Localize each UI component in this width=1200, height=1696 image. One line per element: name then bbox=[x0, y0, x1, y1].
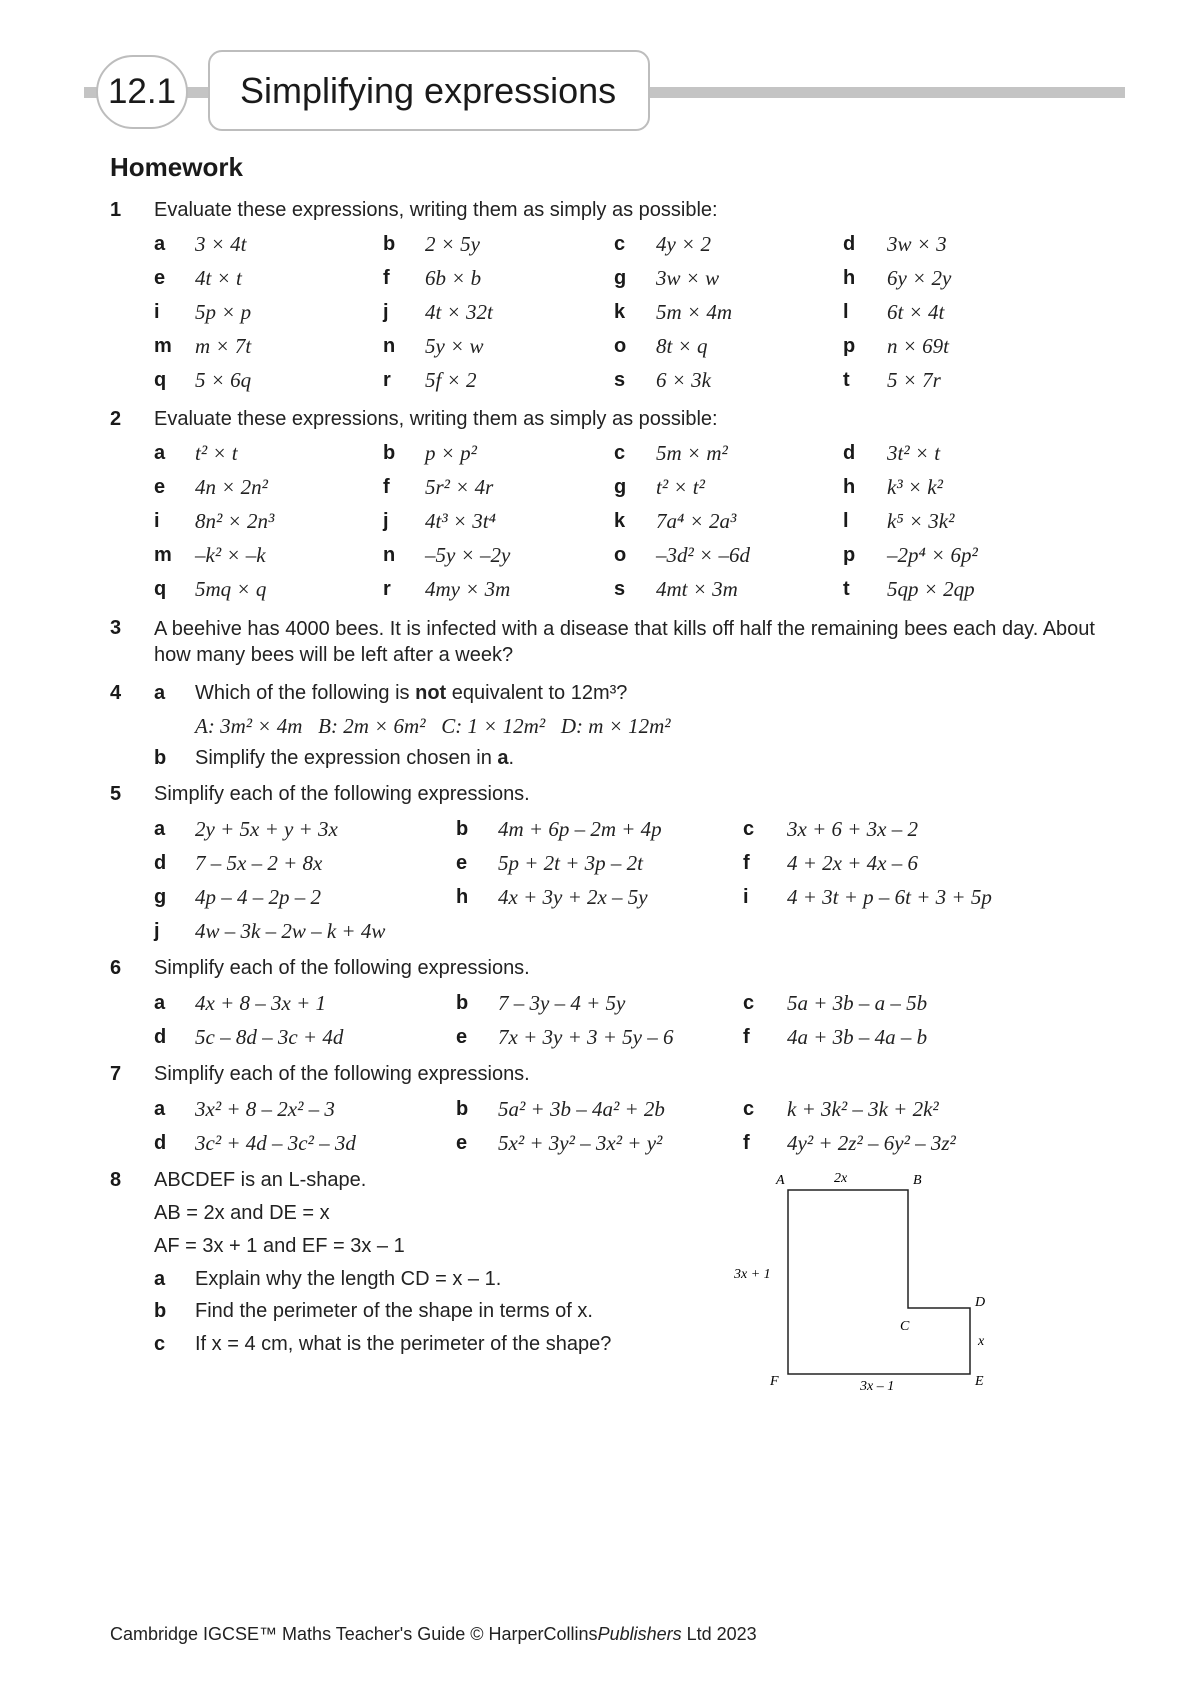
q2-label-k: k bbox=[614, 510, 626, 532]
q2-label-a: a bbox=[154, 442, 166, 464]
label-af: 3x + 1 bbox=[734, 1267, 771, 1282]
q4b-label: b bbox=[154, 747, 167, 769]
q6-expression-d: 5c – 8d – 3c + 4d bbox=[195, 1025, 344, 1049]
q6-expression-a: 4x + 8 – 3x + 1 bbox=[195, 991, 326, 1015]
q4a-post: equivalent to 12m³? bbox=[446, 682, 628, 704]
q2-label-d: d bbox=[843, 442, 856, 464]
q7-expression-d: 3c² + 4d – 3c² – 3d bbox=[195, 1131, 356, 1155]
q2-expression-j: 4t³ × 3t⁴ bbox=[425, 509, 496, 533]
q1-label-j: j bbox=[383, 301, 389, 323]
q1-label-s: s bbox=[614, 369, 626, 391]
footer-post: Ltd 2023 bbox=[681, 1624, 757, 1644]
q1-label-o: o bbox=[614, 335, 627, 357]
q2-expression-q: 5mq × q bbox=[195, 577, 267, 601]
q1-label-q: q bbox=[154, 369, 167, 391]
q2-expression-i: 8n² × 2n³ bbox=[195, 509, 275, 533]
q1-expression-q: 5 × 6q bbox=[195, 368, 252, 392]
q1-expression-h: 6y × 2y bbox=[887, 266, 952, 290]
q2-label-g: g bbox=[614, 476, 627, 498]
section-title: Simplifying expressions bbox=[240, 69, 617, 111]
q2-expression-g: t² × t² bbox=[656, 475, 705, 499]
q6-label-c: c bbox=[743, 992, 755, 1014]
q2-label-j: j bbox=[383, 510, 389, 532]
q1-label-e: e bbox=[154, 267, 166, 289]
q8b-label: b bbox=[154, 1300, 167, 1322]
q5-expression-g: 4p – 4 – 2p – 2 bbox=[195, 885, 321, 909]
q2-stem: Evaluate these expressions, writing them as simply as possible: bbox=[154, 408, 718, 430]
q1-expression-g: 3w × w bbox=[656, 266, 720, 290]
section-number-badge bbox=[96, 55, 188, 129]
label-ab: 2x bbox=[834, 1171, 848, 1186]
q5-expression-h: 4x + 3y + 2x – 5y bbox=[498, 885, 648, 909]
q7-expression-f: 4y² + 2z² – 6y² – 3z² bbox=[787, 1131, 956, 1155]
q7-number: 7 bbox=[110, 1063, 122, 1085]
section-number: 12.1 bbox=[107, 72, 177, 111]
q7-label-c: c bbox=[743, 1098, 755, 1120]
q5-label-f: f bbox=[743, 852, 750, 874]
q2-label-q: q bbox=[154, 578, 167, 600]
q1-stem: Evaluate these expressions, writing them as simply as possible: bbox=[154, 199, 718, 221]
q6-label-f: f bbox=[743, 1026, 750, 1048]
q5-label-c: c bbox=[743, 818, 755, 840]
q1-label-a: a bbox=[154, 233, 166, 255]
q1-expression-s: 6 × 3k bbox=[656, 368, 711, 392]
q8b-text: Find the perimeter of the shape in terms of x. bbox=[195, 1300, 593, 1322]
q1-label-k: k bbox=[614, 301, 626, 323]
q2-expression-a: t² × t bbox=[195, 441, 238, 465]
q2-expression-t: 5qp × 2qp bbox=[887, 577, 975, 601]
q4a-pre: Which of the following is bbox=[195, 682, 416, 704]
q1-expression-n: 5y × w bbox=[425, 334, 484, 358]
q2-label-b: b bbox=[383, 442, 396, 464]
l-shape-diagram bbox=[730, 1160, 1000, 1390]
q5-label-g: g bbox=[154, 886, 167, 908]
q7-label-b: b bbox=[456, 1098, 469, 1120]
q6-expression-e: 7x + 3y + 3 + 5y – 6 bbox=[498, 1025, 674, 1049]
q1-expression-b: 2 × 5y bbox=[425, 232, 480, 256]
l-shape-outline bbox=[788, 1190, 970, 1374]
q2-label-o: o bbox=[614, 544, 627, 566]
q1-label-m: m bbox=[154, 335, 172, 357]
q7-expression-b: 5a² + 3b – 4a² + 2b bbox=[498, 1097, 665, 1121]
q7-expression-a: 3x² + 8 – 2x² – 3 bbox=[195, 1097, 335, 1121]
q6-stem: Simplify each of the following expressions. bbox=[154, 957, 530, 979]
q5-expression-e: 5p + 2t + 3p – 2t bbox=[498, 851, 644, 875]
vertex-a: A bbox=[776, 1173, 785, 1188]
q1-label-d: d bbox=[843, 233, 856, 255]
q2-label-i: i bbox=[154, 510, 160, 532]
q2-label-f: f bbox=[383, 476, 390, 498]
q7-expression-e: 5x² + 3y² – 3x² + y² bbox=[498, 1131, 663, 1155]
q8c-text: If x = 4 cm, what is the perimeter of the shape? bbox=[195, 1333, 612, 1355]
q1-expression-k: 5m × 4m bbox=[656, 300, 733, 324]
q4-number: 4 bbox=[110, 682, 122, 704]
q2-expression-b: p × p² bbox=[425, 441, 477, 465]
vertex-c: C bbox=[900, 1319, 910, 1334]
q2-label-h: h bbox=[843, 476, 856, 498]
q6-expression-c: 5a + 3b – a – 5b bbox=[787, 991, 928, 1015]
vertex-d: D bbox=[975, 1295, 986, 1310]
q5-label-d: d bbox=[154, 852, 167, 874]
q5-expression-f: 4 + 2x + 4x – 6 bbox=[787, 851, 918, 875]
q2-expression-o: –3d² × –6d bbox=[656, 543, 750, 567]
q1-label-c: c bbox=[614, 233, 626, 255]
q1-number: 1 bbox=[110, 199, 122, 221]
q8-number: 8 bbox=[110, 1169, 122, 1191]
q8-line-1: ABCDEF is an L-shape. bbox=[154, 1169, 367, 1191]
q1-label-l: l bbox=[843, 301, 849, 323]
header-bar-mid bbox=[186, 87, 210, 98]
q2-expression-n: –5y × –2y bbox=[425, 543, 511, 567]
q1-label-g: g bbox=[614, 267, 627, 289]
q2-expression-s: 4mt × 3m bbox=[656, 577, 738, 601]
q4b-bold: a bbox=[497, 747, 509, 769]
q5-expression-c: 3x + 6 + 3x – 2 bbox=[787, 817, 918, 841]
q2-label-m: m bbox=[154, 544, 172, 566]
section-title-box bbox=[208, 50, 650, 131]
q4b-pre: Simplify the expression chosen in bbox=[195, 747, 498, 769]
q2-number: 2 bbox=[110, 408, 122, 430]
q4-options: A: 3m² × 4m B: 2m × 6m² C: 1 × 12m² D: m × 12m² bbox=[195, 714, 671, 738]
q2-expression-d: 3t² × t bbox=[887, 441, 941, 465]
q5-label-a: a bbox=[154, 818, 166, 840]
q1-expression-f: 6b × b bbox=[425, 266, 482, 290]
q3-text: A beehive has 4000 bees. It is infected with a disease that kills off half the remaining bees each day. About how many bees will be left after a week? bbox=[154, 618, 1095, 666]
q1-expression-e: 4t × t bbox=[195, 266, 242, 290]
label-de: x bbox=[978, 1334, 985, 1349]
vertex-e: E bbox=[975, 1374, 984, 1389]
q2-expression-l: k⁵ × 3k² bbox=[887, 509, 955, 533]
q6-label-b: b bbox=[456, 992, 469, 1014]
q8-line-2: AB = 2x and DE = x bbox=[154, 1202, 330, 1224]
q1-label-h: h bbox=[843, 267, 856, 289]
q1-label-n: n bbox=[383, 335, 396, 357]
q5-number: 5 bbox=[110, 783, 122, 805]
q1-label-f: f bbox=[383, 267, 390, 289]
header-bar-right bbox=[648, 87, 1125, 98]
q2-label-p: p bbox=[843, 544, 856, 566]
q1-expression-c: 4y × 2 bbox=[656, 232, 711, 256]
q4a-label: a bbox=[154, 682, 166, 704]
q8c-label: c bbox=[154, 1333, 166, 1355]
q7-label-d: d bbox=[154, 1132, 167, 1154]
q4a-bold: not bbox=[415, 682, 447, 704]
q4a-text bbox=[195, 681, 627, 705]
q5-label-j: j bbox=[154, 920, 160, 942]
q1-expression-p: n × 69t bbox=[887, 334, 950, 358]
q5-label-i: i bbox=[743, 886, 749, 908]
q1-expression-m: m × 7t bbox=[195, 334, 252, 358]
q6-expression-f: 4a + 3b – 4a – b bbox=[787, 1025, 928, 1049]
q7-expression-c: k + 3k² – 3k + 2k² bbox=[787, 1097, 939, 1121]
q1-expression-i: 5p × p bbox=[195, 300, 252, 324]
q1-expression-d: 3w × 3 bbox=[887, 232, 947, 256]
q5-stem: Simplify each of the following expressions. bbox=[154, 783, 530, 805]
q1-label-r: r bbox=[383, 369, 391, 391]
q1-expression-t: 5 × 7r bbox=[887, 368, 941, 392]
q2-expression-h: k³ × k² bbox=[887, 475, 943, 499]
label-ef: 3x – 1 bbox=[860, 1379, 895, 1390]
q1-expression-o: 8t × q bbox=[656, 334, 708, 358]
q2-expression-e: 4n × 2n² bbox=[195, 475, 268, 499]
q5-label-b: b bbox=[456, 818, 469, 840]
q2-expression-r: 4my × 3m bbox=[425, 577, 511, 601]
q1-expression-l: 6t × 4t bbox=[887, 300, 945, 324]
q2-label-t: t bbox=[843, 578, 850, 600]
q5-expression-b: 4m + 6p – 2m + 4p bbox=[498, 817, 662, 841]
q6-number: 6 bbox=[110, 957, 122, 979]
q7-label-e: e bbox=[456, 1132, 468, 1154]
q7-label-a: a bbox=[154, 1098, 166, 1120]
q5-expression-d: 7 – 5x – 2 + 8x bbox=[195, 851, 323, 875]
vertex-b: B bbox=[913, 1173, 922, 1188]
q2-expression-m: –k² × –k bbox=[195, 543, 266, 567]
q2-label-n: n bbox=[383, 544, 396, 566]
q5-label-e: e bbox=[456, 852, 468, 874]
q2-label-c: c bbox=[614, 442, 626, 464]
q5-expression-i: 4 + 3t + p – 6t + 3 + 5p bbox=[787, 885, 992, 909]
q5-label-h: h bbox=[456, 886, 469, 908]
q5-expression-a: 2y + 5x + y + 3x bbox=[195, 817, 338, 841]
q2-expression-p: –2p⁴ × 6p² bbox=[887, 543, 978, 567]
q2-expression-f: 5r² × 4r bbox=[425, 475, 494, 499]
homework-heading: Homework bbox=[110, 152, 243, 182]
q1-label-p: p bbox=[843, 335, 856, 357]
q1-expression-j: 4t × 32t bbox=[425, 300, 493, 324]
q2-label-s: s bbox=[614, 578, 626, 600]
q1-label-t: t bbox=[843, 369, 850, 391]
q4b-post: . bbox=[508, 747, 515, 769]
q6-label-d: d bbox=[154, 1026, 167, 1048]
q6-expression-b: 7 – 3y – 4 + 5y bbox=[498, 991, 626, 1015]
q7-stem: Simplify each of the following expressions. bbox=[154, 1063, 530, 1085]
q1-label-b: b bbox=[383, 233, 396, 255]
q2-expression-k: 7a⁴ × 2a³ bbox=[656, 509, 737, 533]
q2-expression-c: 5m × m² bbox=[656, 441, 728, 465]
q6-label-e: e bbox=[456, 1026, 468, 1048]
q8a-text: Explain why the length CD = x – 1. bbox=[195, 1268, 502, 1290]
vertex-f: F bbox=[770, 1374, 779, 1389]
q8-line-3: AF = 3x + 1 and EF = 3x – 1 bbox=[154, 1235, 405, 1257]
q7-label-f: f bbox=[743, 1132, 750, 1154]
q3-number: 3 bbox=[110, 617, 122, 639]
q4b-text bbox=[195, 746, 514, 770]
footer-pre: Cambridge IGCSE™ Maths Teacher's Guide © HarperCollins bbox=[110, 1624, 598, 1644]
q6-label-a: a bbox=[154, 992, 166, 1014]
q1-expression-a: 3 × 4t bbox=[195, 232, 247, 256]
q1-expression-r: 5f × 2 bbox=[425, 368, 477, 392]
q2-label-l: l bbox=[843, 510, 849, 532]
q2-label-e: e bbox=[154, 476, 166, 498]
footer-ital: Publishers bbox=[597, 1624, 682, 1644]
q8a-label: a bbox=[154, 1268, 166, 1290]
footer bbox=[110, 1624, 757, 1645]
q5-expression-j: 4w – 3k – 2w – k + 4w bbox=[195, 919, 386, 943]
q1-label-i: i bbox=[154, 301, 160, 323]
q2-label-r: r bbox=[383, 578, 391, 600]
